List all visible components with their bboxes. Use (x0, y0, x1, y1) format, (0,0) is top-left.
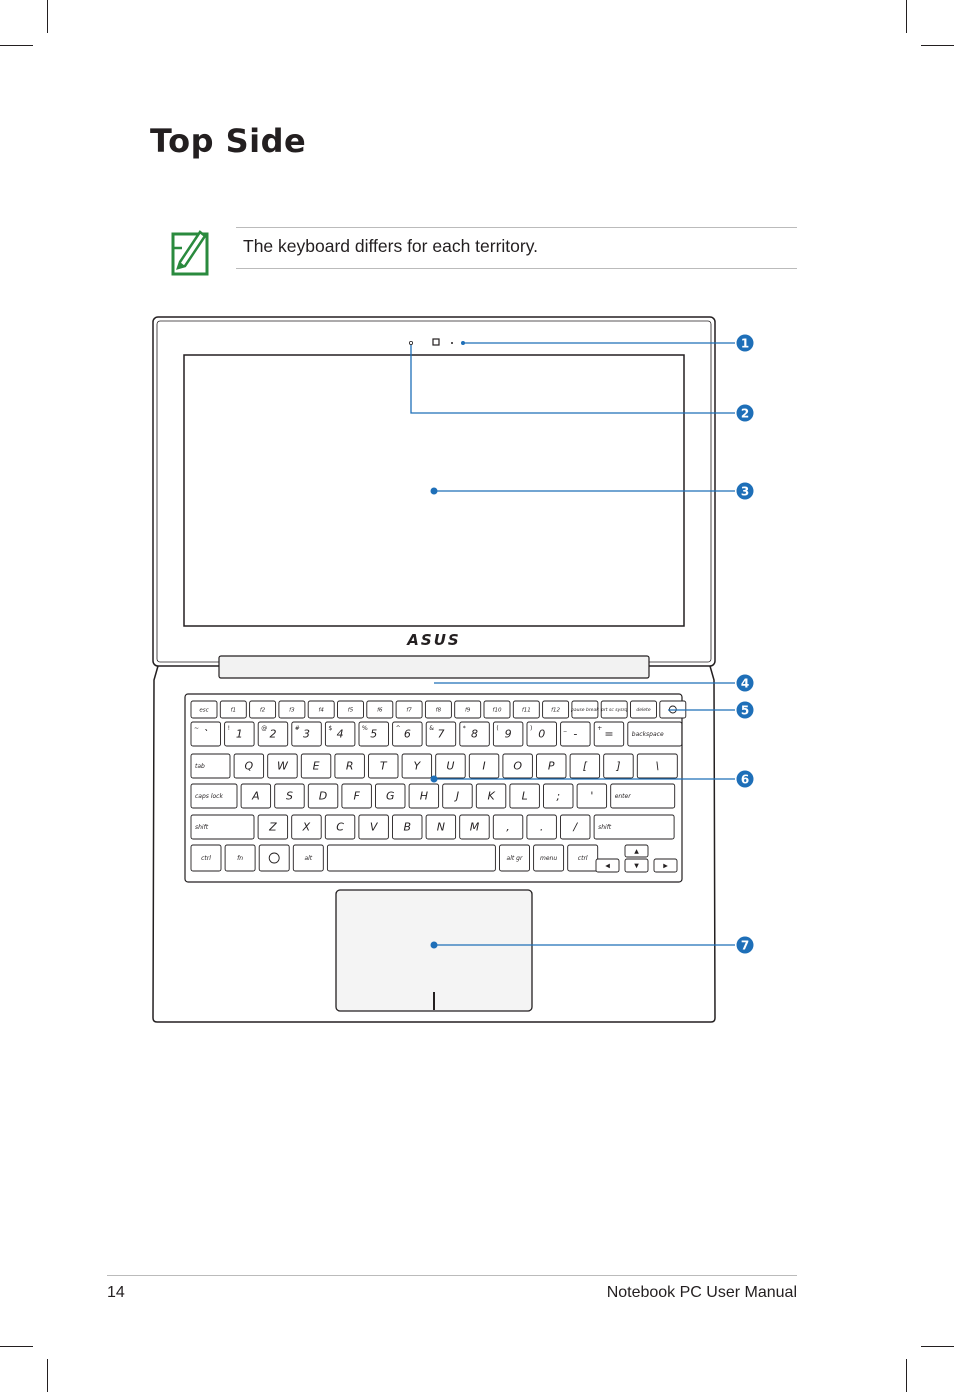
key-q-8[interactable] (469, 754, 499, 778)
key-label: alt (304, 855, 313, 862)
key-label: ] (616, 759, 621, 773)
key-arrow-down[interactable] (625, 859, 648, 872)
svg-text:3: 3 (740, 484, 750, 499)
crop-mark (47, 1359, 48, 1392)
svg-text:4: 4 (740, 676, 750, 691)
key-label: K (487, 789, 495, 803)
key-label: C (336, 820, 344, 834)
key-menu[interactable] (534, 845, 564, 871)
key-label: Y (413, 759, 421, 773)
key-pause-break[interactable] (570, 701, 599, 718)
key-a-4[interactable] (342, 784, 372, 808)
key-label: P (547, 759, 555, 773)
key-f2[interactable] (250, 701, 276, 718)
key-q-13[interactable] (637, 754, 677, 778)
key-shift-label: ! (227, 725, 231, 732)
key-z-6[interactable] (426, 815, 456, 839)
key-shift-label: ( (496, 725, 499, 732)
key-q-3[interactable] (301, 754, 331, 778)
key-f9[interactable] (455, 701, 481, 718)
key-tab[interactable] (191, 754, 230, 778)
key-space[interactable] (327, 845, 495, 871)
key-label: f10 (492, 707, 502, 714)
key-label: f9 (464, 707, 471, 714)
page-title: Top Side (150, 122, 307, 160)
key-q-2[interactable] (268, 754, 298, 778)
key-label: backspace (631, 731, 664, 738)
key-label: prt sc sysrq (601, 708, 628, 713)
svg-text:7: 7 (740, 938, 750, 953)
key-label: f8 (435, 707, 442, 714)
key-a-5[interactable] (376, 784, 406, 808)
key-label: G (385, 789, 395, 803)
key-q-10[interactable] (537, 754, 567, 778)
key-label: T (379, 759, 387, 773)
key-label: enter (614, 793, 631, 800)
key-label: ▲ (634, 848, 639, 855)
key-label: U (446, 759, 455, 773)
key-a-9[interactable] (510, 784, 540, 808)
key-label: 5 (370, 727, 378, 741)
key-label: O (513, 759, 522, 773)
key-label: pause break (570, 708, 599, 713)
key-label: A (252, 789, 260, 803)
key-z-5[interactable] (393, 815, 423, 839)
key-a-2[interactable] (275, 784, 305, 808)
hinge (219, 656, 649, 678)
key-shift-label: ^ (395, 725, 401, 732)
key-shift-label: & (429, 725, 434, 732)
key-label: 7 (437, 727, 445, 741)
key-label: 6 (403, 727, 411, 741)
key-a-1[interactable] (241, 784, 271, 808)
callout-2 (737, 405, 754, 422)
key-z-7[interactable] (460, 815, 490, 839)
key-prt-sc-sysrq[interactable] (600, 701, 627, 718)
key-windows[interactable] (259, 845, 289, 871)
key-label: Q (244, 759, 254, 773)
brand-logo: ASUS (407, 631, 461, 649)
crop-mark (921, 1346, 954, 1347)
key-label: f1 (230, 707, 237, 714)
key-label: L (521, 789, 528, 803)
key-label: R (345, 759, 354, 773)
key-label: S (285, 789, 293, 803)
svg-text:6: 6 (740, 772, 750, 787)
key-label: N (436, 820, 445, 834)
key-z-1[interactable] (258, 815, 288, 839)
key-label: D (318, 789, 328, 803)
key-label: ; (556, 789, 561, 803)
key-label: ' (590, 789, 594, 803)
key-label: ctrl (577, 855, 588, 862)
callout-6 (737, 771, 754, 788)
key-arrow-left[interactable] (596, 859, 619, 872)
key-label: H (419, 789, 428, 803)
key-fn[interactable] (225, 845, 255, 871)
key-q-5[interactable] (369, 754, 399, 778)
note-text: The keyboard differs for each territory. (243, 236, 539, 256)
callout-markers (737, 335, 754, 954)
key-label: F (353, 789, 360, 803)
key-q-11[interactable] (570, 754, 600, 778)
key-label: 0 (538, 727, 546, 741)
key-shift-label: + (597, 725, 603, 732)
key-alt[interactable] (293, 845, 323, 871)
key-label: ctrl (201, 855, 211, 862)
key-label: shift (598, 824, 612, 831)
key-label: 1 (235, 727, 243, 741)
key-a-10[interactable] (544, 784, 574, 808)
key-label: 3 (303, 727, 311, 741)
key-label: f6 (377, 707, 383, 714)
key-ctrl[interactable] (568, 845, 598, 871)
key-f1[interactable] (220, 701, 246, 718)
key-a-3[interactable] (308, 784, 338, 808)
key-z-8[interactable] (493, 815, 523, 839)
key-label: - (573, 727, 578, 741)
key-q-7[interactable] (436, 754, 466, 778)
key-a-7[interactable] (443, 784, 473, 808)
key-f6[interactable] (367, 701, 393, 718)
key-shift-label: @ (261, 725, 268, 732)
footer-rule (107, 1275, 797, 1276)
key-label: 2 (269, 727, 277, 741)
key-caps-lock[interactable] (191, 784, 237, 808)
key-label: ▶ (663, 862, 668, 870)
key-enter[interactable] (611, 784, 675, 808)
key-ctrl[interactable] (191, 845, 221, 871)
key-label: / (573, 820, 578, 834)
key-f10[interactable] (484, 701, 510, 718)
key-label: f3 (289, 707, 295, 714)
key-label: Z (269, 820, 277, 834)
key-label: W (277, 759, 288, 773)
key-z-9[interactable] (527, 815, 557, 839)
microphone-icon (451, 342, 453, 344)
key-f7[interactable] (396, 701, 422, 718)
crop-mark (0, 1346, 33, 1347)
key-backspace[interactable] (628, 722, 682, 746)
key-shift-label: * (462, 725, 466, 732)
key-arrow-up[interactable] (625, 845, 648, 857)
key-label: caps lock (195, 793, 223, 800)
key-q-1[interactable] (234, 754, 264, 778)
key-q-9[interactable] (503, 754, 533, 778)
key-z-2[interactable] (292, 815, 322, 839)
key-label: f5 (347, 707, 354, 714)
key-shift-label: ~ (194, 725, 200, 732)
key-label: 8 (471, 727, 479, 741)
key-z-3[interactable] (325, 815, 355, 839)
key-label: tab (195, 763, 205, 770)
key-label: f2 (259, 707, 266, 714)
key-esc[interactable] (191, 701, 217, 718)
key-a-8[interactable] (476, 784, 506, 808)
callout-3 (737, 483, 754, 500)
key-label: 9 (504, 727, 512, 741)
key-label: I (482, 759, 486, 773)
key-shift-label: % (362, 725, 368, 732)
key-alt-gr[interactable] (500, 845, 530, 871)
key-label: f12 (551, 707, 561, 714)
key-label: alt gr (506, 855, 523, 862)
key-label: \ (655, 759, 660, 773)
key-z-4[interactable] (359, 815, 389, 839)
crop-mark (906, 1359, 907, 1392)
key-label: ▼ (634, 862, 639, 870)
key-q-6[interactable] (402, 754, 432, 778)
callout-7 (737, 937, 754, 954)
key-label: X (302, 820, 311, 834)
key-label: [ (582, 759, 587, 773)
callout-4 (737, 675, 754, 692)
key-label: , (506, 820, 510, 834)
key-delete[interactable] (631, 701, 657, 718)
svg-text:5: 5 (740, 703, 750, 718)
key-label: = (604, 727, 614, 741)
footer-page-number: 14 (107, 1284, 125, 1301)
key-label: esc (199, 707, 209, 714)
key-label: J (455, 789, 460, 803)
key-arrow-right[interactable] (654, 859, 677, 872)
key-f5[interactable] (338, 701, 364, 718)
key-label: menu (540, 855, 558, 862)
key-label: f7 (406, 707, 412, 714)
key-left-shift[interactable] (191, 815, 254, 839)
key-label: B (403, 820, 412, 834)
key-f8[interactable] (425, 701, 451, 718)
key-label: shift (195, 824, 209, 831)
key-shift-label: ) (530, 725, 533, 732)
svg-text:2: 2 (740, 406, 750, 421)
key-z-10[interactable] (561, 815, 591, 839)
key-f12[interactable] (543, 701, 569, 718)
key-label: V (369, 820, 378, 834)
key-shift-label: # (294, 725, 300, 732)
key-f11[interactable] (513, 701, 539, 718)
key-label: f11 (521, 707, 531, 714)
key-q-4[interactable] (335, 754, 365, 778)
callout-1 (737, 335, 754, 352)
key-a-6[interactable] (409, 784, 439, 808)
key-label: 4 (336, 727, 344, 741)
key-label: f4 (318, 707, 324, 714)
svg-text:1: 1 (740, 336, 750, 351)
key-label: ◀ (605, 862, 610, 870)
key-label: fn (237, 855, 244, 862)
callout-5 (737, 702, 754, 719)
key-right-shift[interactable] (594, 815, 674, 839)
key-label: delete (636, 708, 651, 713)
key-f3[interactable] (279, 701, 305, 718)
key-shift-label: $ (328, 725, 333, 732)
key-label: M (469, 820, 480, 834)
key-label: . (539, 820, 544, 834)
key-f4[interactable] (308, 701, 334, 718)
key-label: ` (203, 727, 209, 741)
footer-manual-title: Notebook PC User Manual (606, 1284, 797, 1301)
key-shift-label: _ (563, 725, 567, 732)
key-label: E (312, 759, 320, 773)
key-a-11[interactable] (577, 784, 607, 808)
key-q-12[interactable] (604, 754, 634, 778)
